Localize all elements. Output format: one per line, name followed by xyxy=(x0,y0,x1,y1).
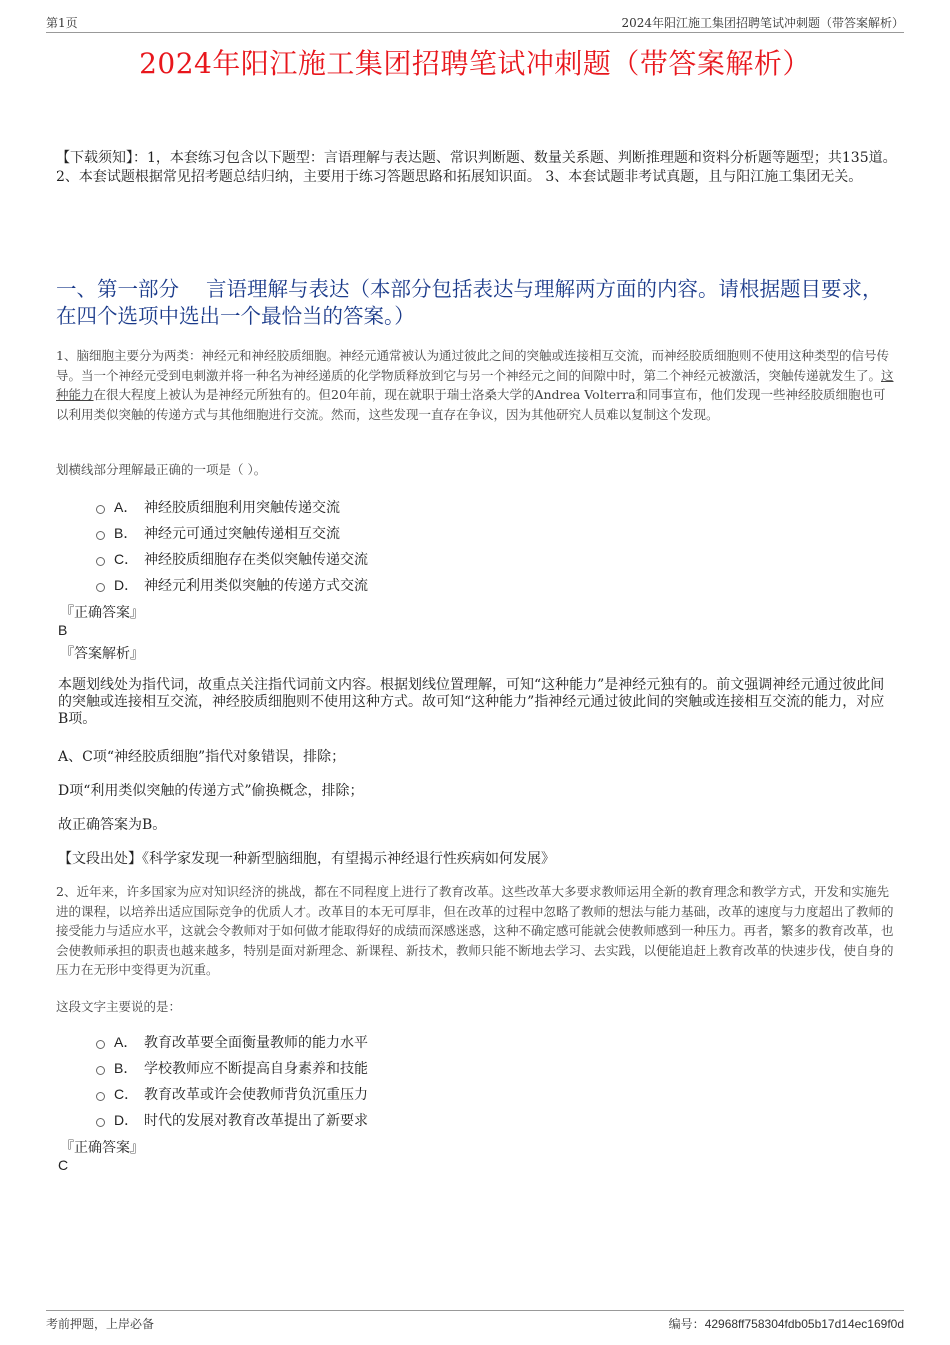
option-key: C． xyxy=(114,551,139,567)
analysis-line-ac: A、C项“神经胶质细胞”指代对象错误，排除； xyxy=(58,749,346,765)
option-key: D． xyxy=(114,577,139,593)
radio-button[interactable] xyxy=(96,583,105,592)
question-1-option-b[interactable] xyxy=(96,523,340,543)
download-notice: 【下载须知】：1，本套练习包含以下题型：言语理解与表达题、常识判断题、数量关系题、判断推理题和资料分析题等题型；共135道。 2、本套试题根据常见招考题总结归纳，主要用于练习答题思路和拓展知识面。 3、本套试题非考试真题，且与阳江施工集团无关。 xyxy=(56,150,897,185)
footer-divider xyxy=(46,1310,904,1311)
radio-button[interactable] xyxy=(96,557,105,566)
option-key: A． xyxy=(114,499,138,515)
option-text: 时代的发展对教育改革提出了新要求 xyxy=(144,1113,368,1129)
header-doc-title: 2024年阳江施工集团招聘笔试冲刺题（带答案解析） xyxy=(621,16,904,30)
analysis-label: 『答案解析』 xyxy=(60,646,144,662)
option-text: 神经元利用类似突触的传递方式交流 xyxy=(144,578,368,594)
passage-source: 【文段出处】《科学家发现一种新型脑细胞，有望揭示神经退行性疾病如何发展》 xyxy=(58,851,555,867)
radio-button[interactable] xyxy=(96,1092,105,1101)
option-text: 教育改革或许会使教师背负沉重压力 xyxy=(144,1087,368,1103)
question-2-prompt: 这段文字主要说的是： xyxy=(56,999,182,1014)
option-text: 神经胶质细胞存在类似突触传递交流 xyxy=(144,552,368,568)
option-key: C． xyxy=(114,1086,139,1102)
page-number: 第1页 xyxy=(46,16,78,30)
option-key: B． xyxy=(114,525,138,541)
correct-answer: B xyxy=(58,622,68,638)
question-2-option-c[interactable] xyxy=(96,1084,368,1104)
question-2-option-d[interactable] xyxy=(96,1110,368,1130)
document-code-value: 42968ff758304fdb05b17d14ec169f0d xyxy=(704,1317,904,1331)
answer-analysis: 本题划线处为指代词，故重点关注指代词前文内容。根据划线位置理解，可知“这种能力”是神经元独有的。前文强调神经元通过彼此间的突触或连接相互交流，神经胶质细胞则不使用这种方式。故可知“这种能力”指神经元通过彼此间的突触或连接相互交流的能力，对应B项。 xyxy=(58,677,885,727)
question-1-option-d[interactable] xyxy=(96,575,368,595)
analysis-conclusion: 故正确答案为B。 xyxy=(58,817,167,833)
question-1-prompt: 划横线部分理解最正确的一项是（ ）。 xyxy=(56,462,267,477)
option-text: 学校教师应不断提高自身素养和技能 xyxy=(144,1061,368,1077)
underlined-phrase: 这种能力 xyxy=(56,367,894,402)
question-2-option-a[interactable] xyxy=(96,1032,368,1052)
document-code xyxy=(669,1315,904,1332)
question-2-option-b[interactable] xyxy=(96,1058,368,1078)
question-1-passage xyxy=(56,346,898,424)
radio-button[interactable] xyxy=(96,1040,105,1049)
passage-text: 1、脑细胞主要分为两类：神经元和神经胶质细胞。神经元通常被认为通过彼此之间的突触或连接相互交流，而神经胶质细胞则不使用这种类型的信号传导。当一个神经元受到电刺激并将一种名为神经递质的化学物质释放到它与另一个神经元之间的间隙中时，第二个神经元被激活，突触传递就发生了。 xyxy=(56,348,889,383)
page-title: 2024年阳江施工集团招聘笔试冲刺题（带答案解析） xyxy=(139,47,811,80)
question-1-option-c[interactable] xyxy=(96,549,368,569)
correct-answer: C xyxy=(58,1157,69,1173)
radio-button[interactable] xyxy=(96,505,105,514)
radio-button[interactable] xyxy=(96,1066,105,1075)
radio-button[interactable] xyxy=(96,531,105,540)
radio-button[interactable] xyxy=(96,1118,105,1127)
option-text: 神经胶质细胞利用突触传递交流 xyxy=(144,500,340,516)
footer-slogan: 考前押题，上岸必备 xyxy=(46,1317,155,1331)
option-text: 教育改革要全面衡量教师的能力水平 xyxy=(144,1035,368,1051)
option-key: A． xyxy=(114,1034,138,1050)
document-code-label: 编号： xyxy=(668,1317,705,1331)
option-key: D． xyxy=(114,1112,139,1128)
option-text: 神经元可通过突触传递相互交流 xyxy=(144,526,340,542)
header-divider xyxy=(46,32,904,33)
question-2-passage: 2、近年来，许多国家为应对知识经济的挑战，都在不同程度上进行了教育改革。这些改革大多要求教师运用全新的教育理念和教学方式，开发和实施先进的课程，以培养出适应国际竞争的优质人才。改革目的本无可厚非，但在改革的过程中忽略了教师的想法与能力基础，改革的速度与力度超出了教师的接受能力与适应水平，这就会令教师对于如何做才能取得好的成绩而深感迷惑，这种不确定感可能就会使教师感到一种压力。再者，繁多的教育改革，也会使教师承担的职责也越来越多，特别是面对新理念、新课程、新技术，教师只能不断地去学习、去实践，以便能追赶上教育改革的快速步伐，使自身的压力在无形中变得更为沉重。 xyxy=(56,884,894,977)
question-1-option-a[interactable] xyxy=(96,497,340,517)
passage-text: 在很大程度上被认为是神经元所独有的。但20年前，现在就职于瑞士洛桑大学的Andrea Volterra和同事宣布，他们发现一些神经胶质细胞也可以利用类似突触的传递方式与其他细胞进行交流。然而，这些发现一直存在争议，因为其他研究人员难以复制这个发现。 xyxy=(56,387,886,422)
section-heading: 一、第一部分 言语理解与表达（本部分包括表达与理解两方面的内容。请根据题目要求，在四个选项中选出一个最恰当的答案。） xyxy=(56,277,883,328)
option-key: B． xyxy=(114,1060,138,1076)
analysis-line-d: D项“利用类似突触的传递方式”偷换概念，排除； xyxy=(58,783,364,799)
correct-answer-label: 『正确答案』 xyxy=(60,1140,144,1156)
correct-answer-label: 『正确答案』 xyxy=(60,605,144,621)
